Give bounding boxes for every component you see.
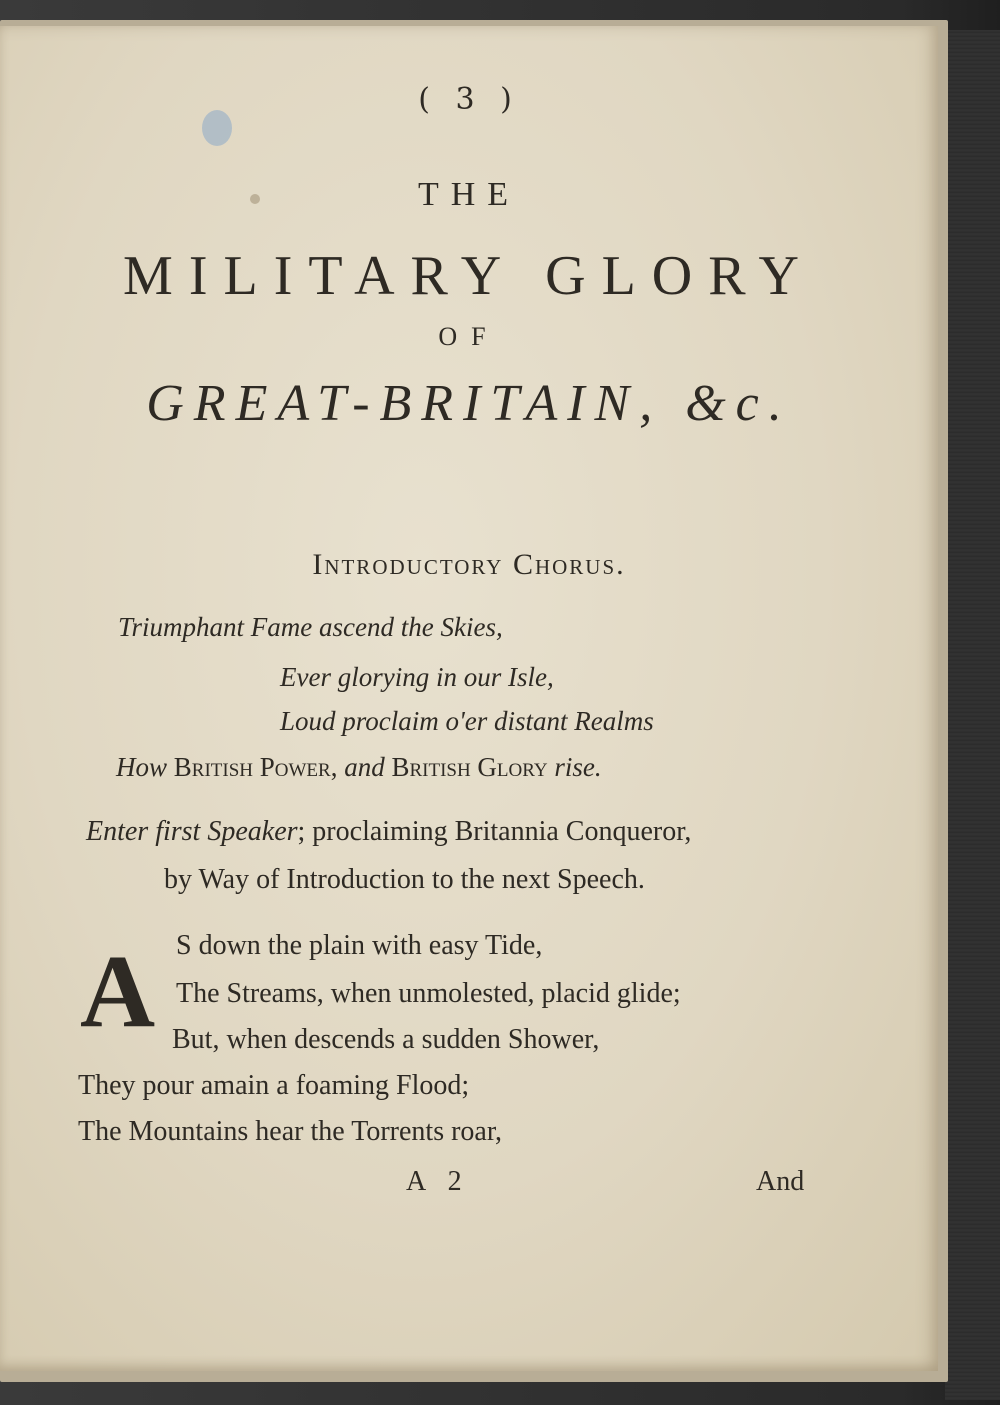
chorus-line-british-glory: British Glory — [391, 752, 548, 782]
title-great-britain: GREAT-BRITAIN, &c. — [146, 375, 792, 432]
poem-line: The Streams, when unmolested, placid glide; — [176, 978, 681, 1009]
poem-line: They pour amain a foaming Flood; — [78, 1070, 470, 1101]
chorus-line: Ever glorying in our Isle, — [280, 662, 554, 692]
binding-edge — [945, 30, 1000, 1400]
title-of: OF — [438, 322, 500, 351]
page-number: ( 3 ) — [418, 82, 520, 117]
chorus-line-rise: rise. — [554, 752, 602, 782]
chorus-line-and: and — [344, 752, 385, 782]
drop-cap: A — [80, 934, 156, 1049]
book-page — [0, 26, 938, 1371]
chorus-line: Loud proclaim o'er distant Realms — [280, 706, 654, 736]
chorus-line — [116, 752, 602, 783]
stage-direction — [86, 816, 691, 848]
poem-line: The Mountains hear the Torrents roar, — [78, 1116, 503, 1147]
stage-direction-italic: Enter first Speaker — [86, 816, 298, 847]
title-the: THE — [417, 176, 521, 213]
chorus-line-how: How — [116, 752, 168, 782]
chorus-heading: Introductory Chorus. — [312, 548, 626, 581]
title-military-glory: MILITARY GLORY — [123, 245, 815, 307]
signature-mark: A 2 — [406, 1166, 470, 1197]
stage-direction-line-2: by Way of Introduction to the next Speech. — [164, 864, 645, 895]
poem-line: S down the plain with easy Tide, — [176, 930, 543, 961]
catchword: And — [756, 1166, 805, 1197]
chorus-line-british-power: British Power, — [173, 752, 338, 782]
chorus-line: Triumphant Fame ascend the Skies, — [118, 612, 503, 642]
stage-direction-rest: ; proclaiming Britannia Conqueror, — [297, 816, 692, 847]
poem-line: But, when descends a sudden Shower, — [172, 1024, 600, 1055]
